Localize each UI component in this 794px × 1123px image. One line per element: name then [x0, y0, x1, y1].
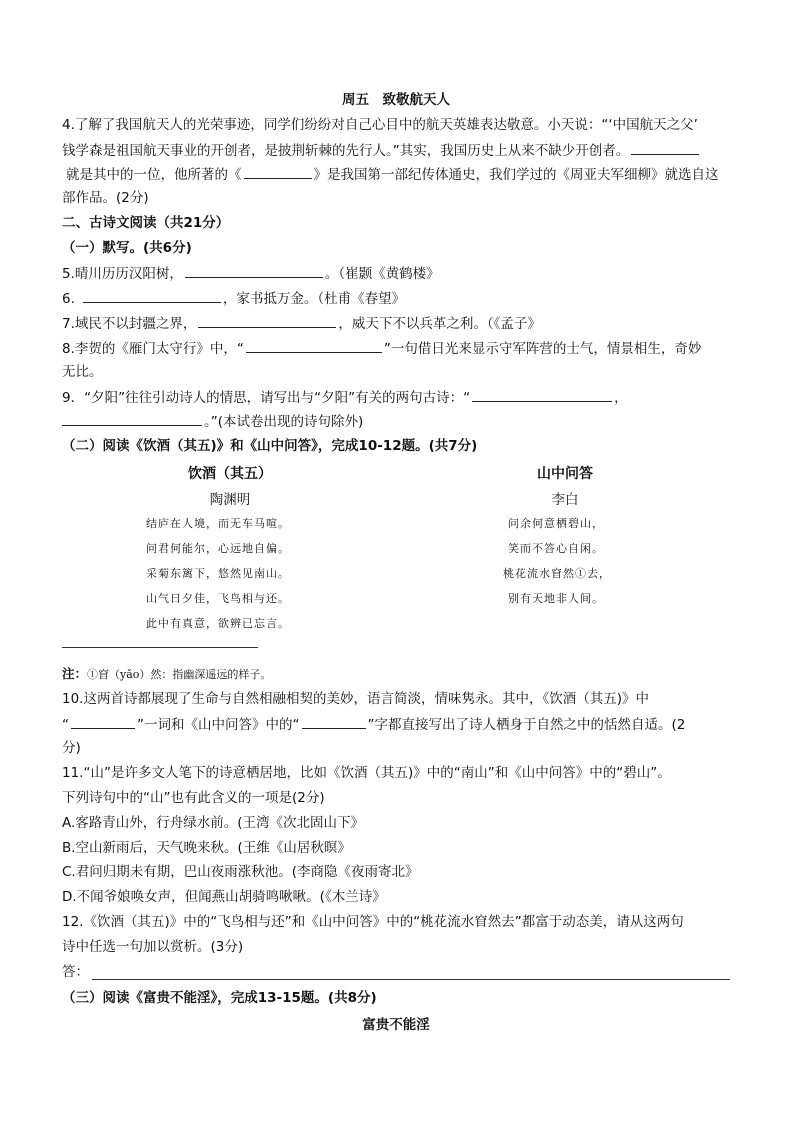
q9-blank-2[interactable] [62, 411, 202, 426]
q8-blank[interactable] [246, 338, 382, 353]
poem1-line: 采菊东篱下，悠然见南山。 [146, 567, 290, 580]
q11-option-a[interactable]: A.客路青山外，行舟绿水前。(王湾《次北固山下》 [62, 815, 365, 831]
part2-heading: （二）阅读《饮酒（其五)》和《山中问答》，完成10-12题。(共7分) [62, 438, 478, 454]
poem1-author: 陶渊明 [209, 492, 251, 508]
q9-blank-1[interactable] [472, 387, 612, 402]
q6-blank[interactable] [83, 288, 221, 303]
poem1-line: 结庐在人境，而无车马喧。 [146, 517, 290, 530]
q11-option-d[interactable]: D.不闻爷娘唤女声，但闻燕山胡骑鸣啾啾。(《木兰诗》 [62, 889, 386, 905]
poem2-title: 山中问答 [537, 466, 593, 482]
q8-line1: 8.李贺的《雁门太守行》中，“ ”一句借日光来显示守军阵营的士气，情景相生，奇妙 [62, 338, 730, 359]
q11-option-b[interactable]: B.空山新雨后，天气晚来秋。(王维《山居秋暝》 [62, 840, 351, 856]
q10-line1: 10.这两首诗都展现了生命与自然相融相契的美妙，语言简淡，情味隽永。其中，《饮酒（其五)》中 [62, 691, 649, 707]
poem1-line: 此中有真意，欲辨已忘言。 [146, 617, 290, 630]
footnote: 注：①窅（yǎo）然：指幽深遥远的样子。 [62, 666, 272, 681]
q9-line1: 9．“夕阳”往往引动诗人的情思，请写出与“夕阳”有关的两句古诗：“ ， [62, 387, 730, 408]
section2-heading: 二、古诗文阅读（共21分） [62, 215, 230, 231]
part1-heading: （一）默写。(共6分) [62, 240, 192, 256]
q10-blank-2[interactable] [302, 714, 366, 729]
q4-blank-author[interactable] [631, 140, 699, 155]
q7-blank[interactable] [198, 313, 336, 328]
footnote-divider [62, 647, 258, 648]
q5: 5.晴川历历汉阳树， 。（崔颢《黄鹤楼》 [62, 263, 730, 284]
part3-heading: （三）阅读《富贵不能淫》，完成13-15题。(共8分) [62, 990, 377, 1006]
q4-line4: 部作品。(2分) [62, 190, 149, 206]
q4-line1: 4.了解了我国航天人的光荣事迹，同学们纷纷对自己心目中的航天英雄表达敬意。小天说：“‘中国航天之父’ [62, 117, 698, 133]
q9-line2: 。”(本试卷出现的诗句除外) [62, 411, 730, 432]
q4-blank-book[interactable] [244, 164, 312, 179]
q7: 7.域民不以封疆之界， ，威天下不以兵革之利。（《孟子》 [62, 313, 730, 334]
poem1-line: 山气日夕佳，飞鸟相与还。 [146, 592, 290, 605]
q11-option-c[interactable]: C.君问归期未有期，巴山夜雨涨秋池。(李商隐《夜雨寄北》 [62, 864, 419, 880]
q11-line2: 下列诗句中的“山”也有此含义的一项是(2分) [62, 790, 325, 806]
q4-line2: 钱学森是祖国航天事业的开创者，是披荆斩棘的先行人。”其实，我国历史上从来不缺少开创者。 [62, 140, 730, 161]
q12-answer-line[interactable] [92, 979, 730, 980]
q10-line3: 分) [62, 740, 81, 756]
q11-line1: 11.“山”是许多文人笔下的诗意栖居地，比如《饮酒（其五)》中的“南山”和《山中问答》中的“碧山”。 [62, 765, 671, 781]
poem1-line: 问君何能尔，心远地自偏。 [146, 542, 290, 555]
q10-blank-1[interactable] [71, 714, 135, 729]
poem2-line: 问余何意栖碧山， [508, 517, 604, 530]
poem2-author: 李白 [551, 492, 579, 508]
q6: 6. ，家书抵万金。（杜甫《春望》 [62, 288, 730, 309]
q12-answer-row: 答： [62, 964, 89, 980]
friday-title: 周五 致敬航天人 [342, 92, 450, 108]
poem1-title: 饮酒（其五） [188, 466, 272, 482]
q8-line2: 无比。 [62, 364, 103, 380]
q12-line1: 12.《饮酒（其五)》中的“飞鸟相与还”和《山中问答》中的“桃花流水窅然去”都富于动态美，请从这两句 [62, 914, 684, 930]
q4-line3: 就是其中的一位，他所著的《 》是我国第一部纪传体通史，我们学过的《周亚夫军细柳》就选自这 [62, 164, 730, 185]
q10-line2: “ ”一词和《山中问答》中的“ ”字都直接写出了诗人栖身于自然之中的恬然自适。(2 [62, 714, 730, 735]
poem2-line: 别有天地非人间。 [508, 592, 604, 605]
bottom-title: 富贵不能淫 [362, 1017, 430, 1033]
poem2-line: 笑而不答心自闲。 [508, 542, 604, 555]
q5-blank[interactable] [185, 263, 323, 278]
poem2-line: 桃花流水窅然①去， [503, 567, 611, 580]
q12-line2: 诗中任选一句加以赏析。(3分) [62, 939, 244, 955]
